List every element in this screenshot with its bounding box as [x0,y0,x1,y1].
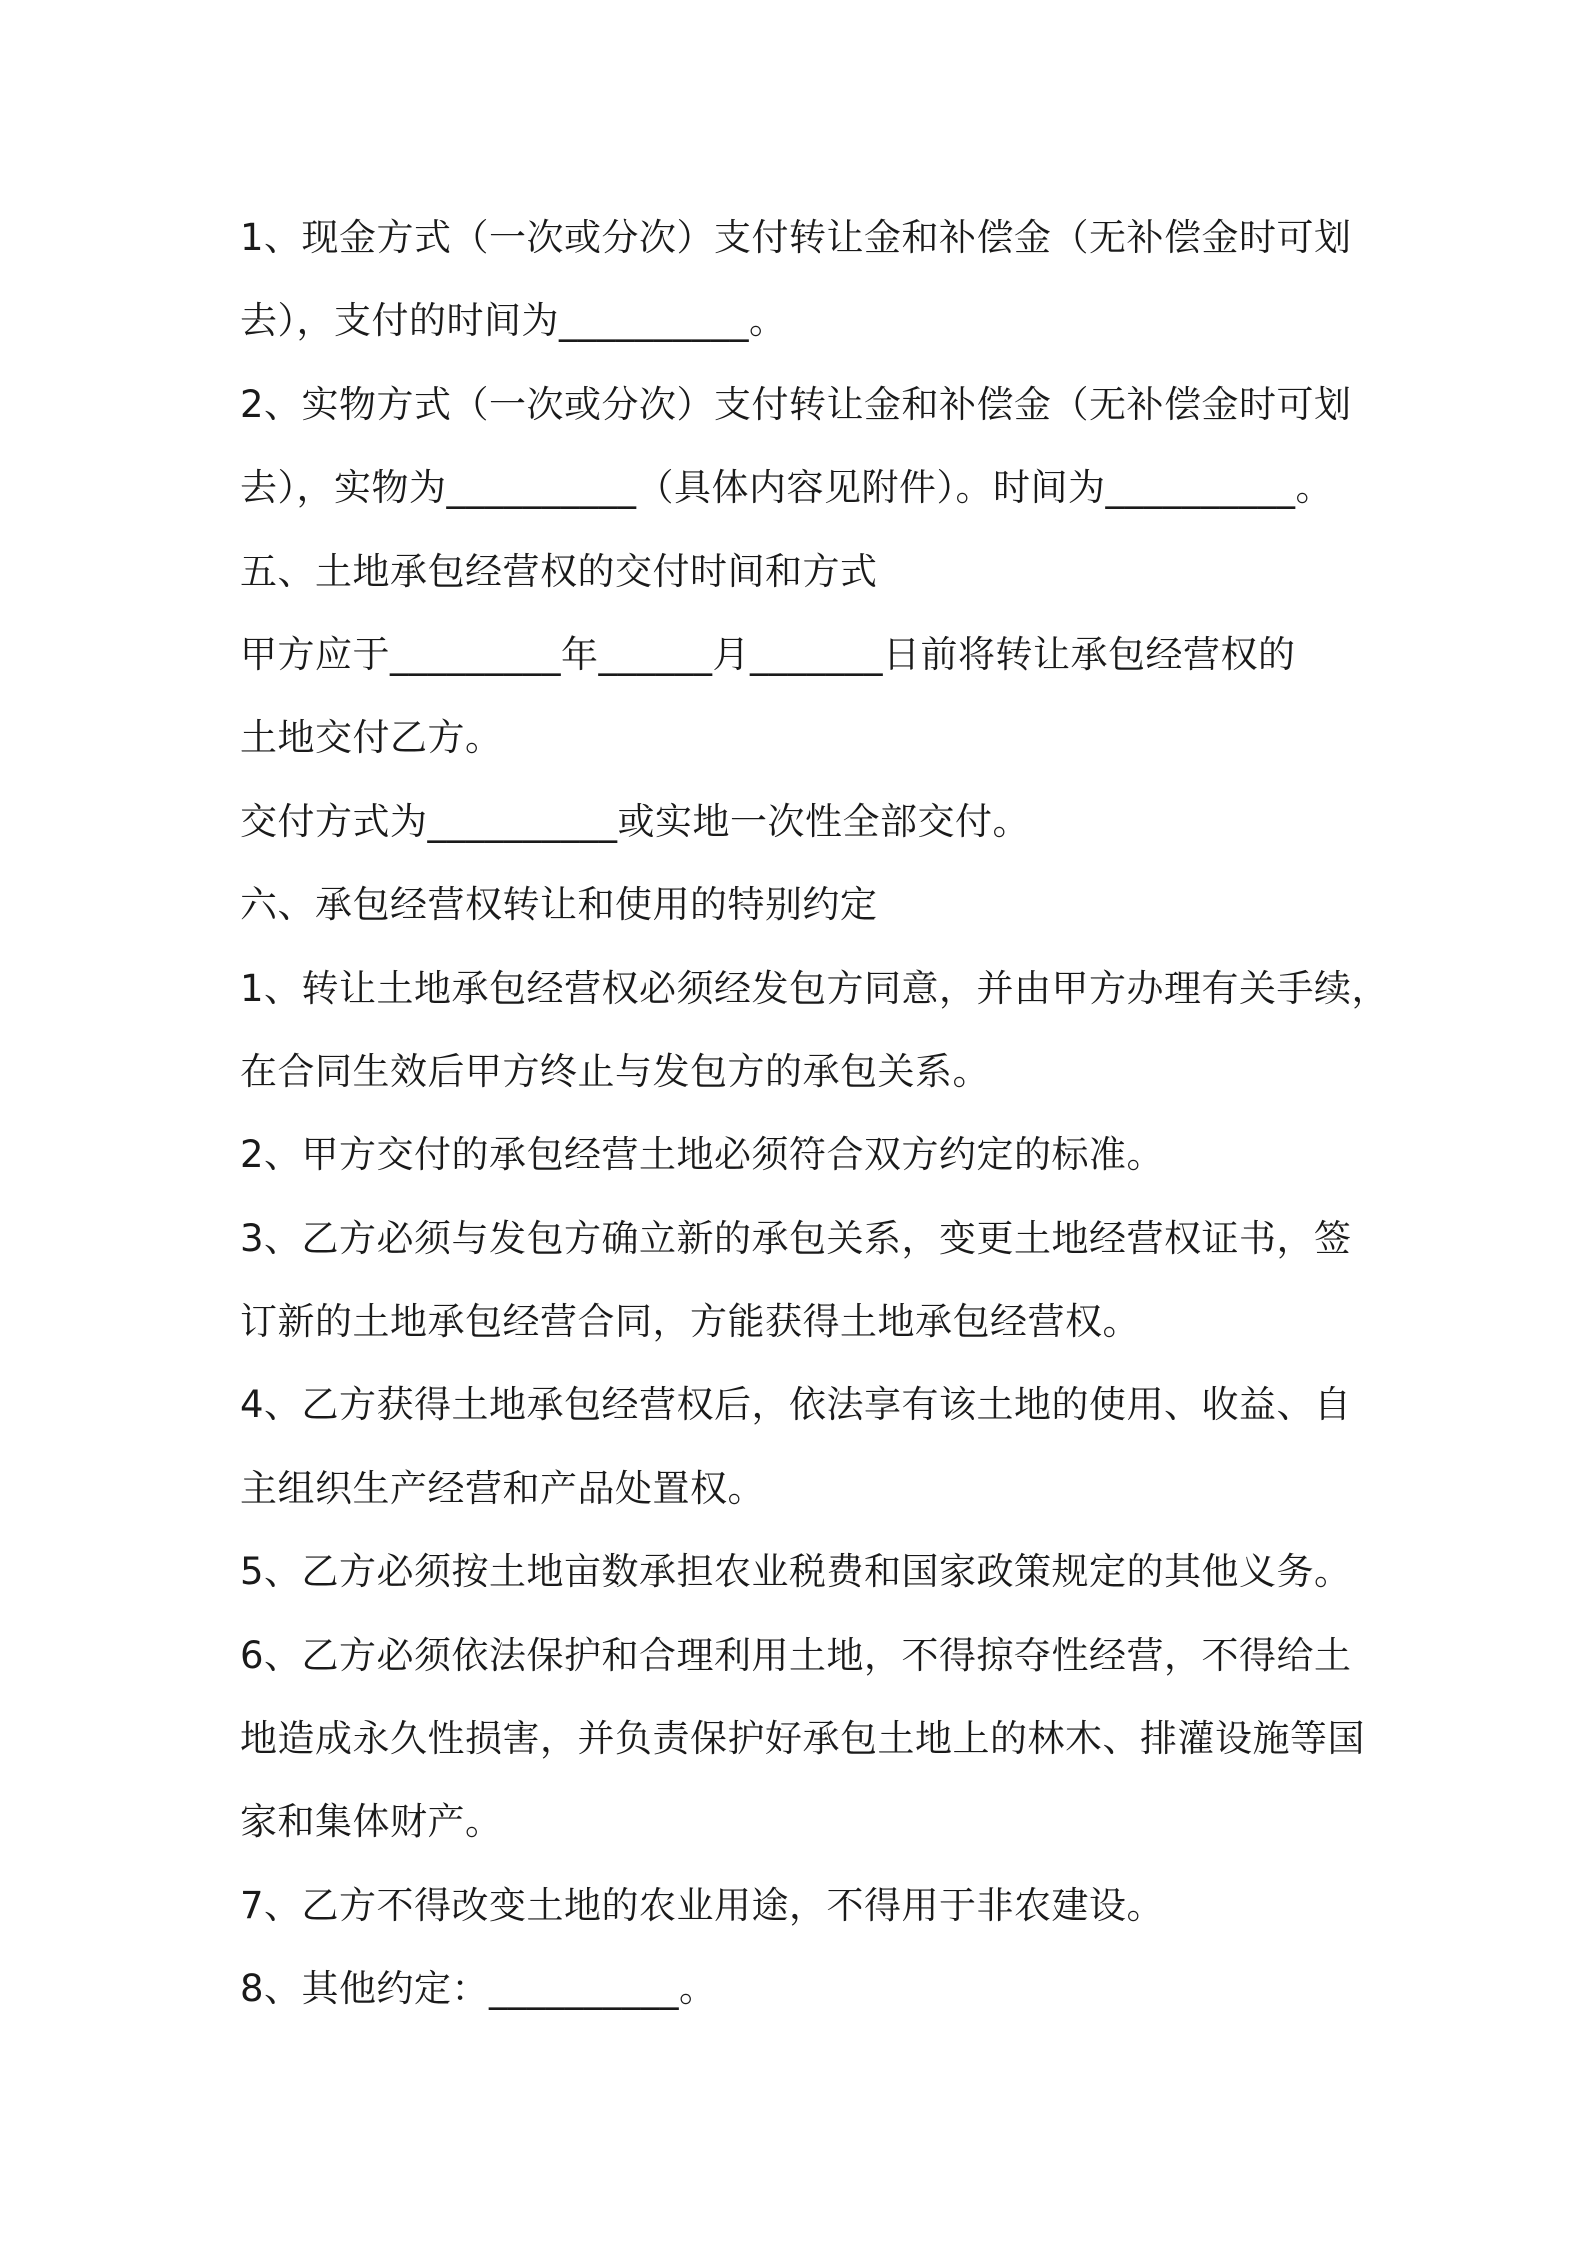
text-line: 地造成永久性损害，并负责保护好承包土地上的林木、排灌设施等国 [240,1717,1365,1761]
text-line: 1、现金方式（一次或分次）支付转让金和补偿金（无补偿金时可划 [240,216,1352,259]
text-line: 主组织生产经营和产品处置权。 [240,1466,765,1510]
text-line: 家和集体财产。 [240,1800,503,1844]
document-body [240,196,1390,2031]
text-line: 在合同生效后甲方终止与发包方的承包关系。 [240,1049,990,1093]
text-line: 订新的土地承包经营合同，方能获得土地承包经营权。 [240,1300,1140,1344]
text-line: 3、乙方必须与发包方确立新的承包关系，变更土地经营权证书，签 [240,1216,1352,1260]
text-line: 6、乙方必须依法保护和合理利用土地，不得掠夺性经营，不得给土 [240,1633,1352,1677]
text-line: 8、其他约定：__________。 [240,1967,717,2011]
text-line: 去），实物为__________（具体内容见附件）。时间为__________。 [240,466,1333,510]
text-line: 2、甲方交付的承包经营土地必须符合双方约定的标准。 [240,1133,1165,1177]
text-line: 去），支付的时间为__________。 [240,299,787,343]
text-line: 2、实物方式（一次或分次）支付转让金和补偿金（无补偿金时可划 [240,382,1352,426]
text-line: 土地交付乙方。 [240,716,503,760]
text-line: 交付方式为__________或实地一次性全部交付。 [240,799,1030,843]
text-line: 7、乙方不得改变土地的农业用途，不得用于非农建设。 [240,1883,1165,1927]
text-line: 5、乙方必须按土地亩数承担农业税费和国家政策规定的其他义务。 [240,1550,1352,1594]
section-heading: 五、土地承包经营权的交付时间和方式 [240,549,878,593]
text-line: 4、乙方获得土地承包经营权后，依法享有该土地的使用、收益、自 [240,1383,1352,1427]
text-line: 1、转让土地承包经营权必须经发包方同意，并由甲方办理有关手续， [240,966,1390,1010]
section-heading: 六、承包经营权转让和使用的特别约定 [240,883,878,927]
text-line: 甲方应于_________年______月_______日前将转让承包经营权的 [240,632,1296,676]
